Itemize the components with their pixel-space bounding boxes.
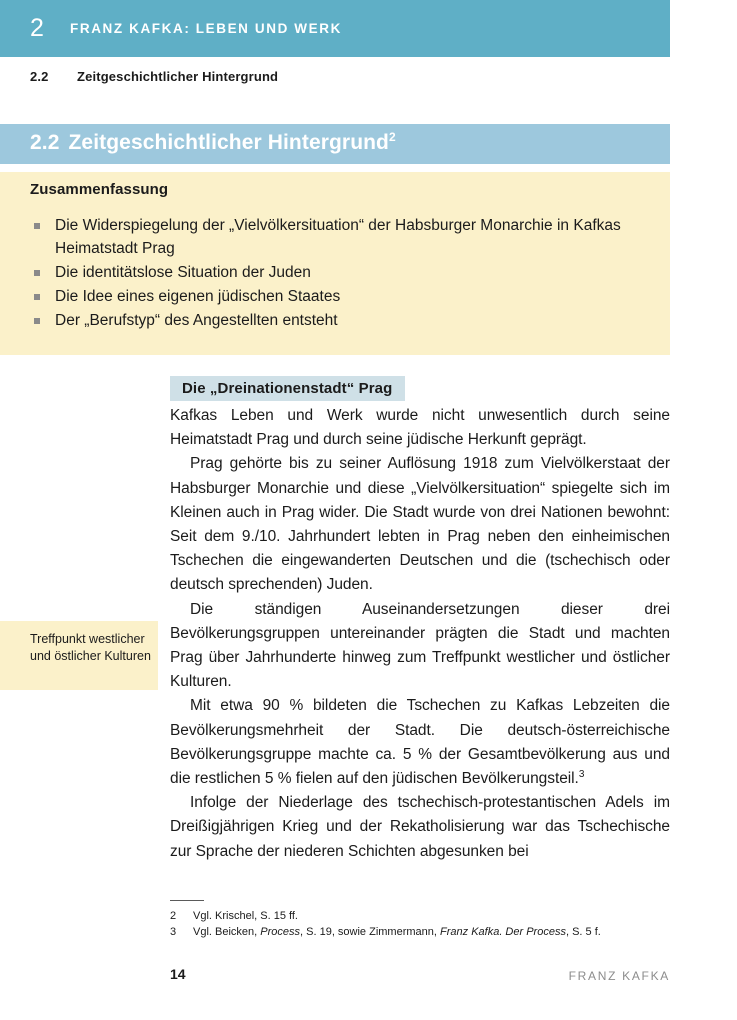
running-head-bar (0, 0, 670, 57)
subheading-wrapper (170, 376, 670, 401)
chapter-number: 2 (30, 14, 44, 42)
paragraph: Die ständigen Auseinandersetzungen dieser drei Bevölkerungsgruppen untereinander prägten die Stadt und machten Prag über Jahrhunderte hinweg zum Treffpunkt westlicher und östlicher Kulturen. (170, 600, 670, 691)
paragraph: Infolge der Niederlage des tschechisch-protestantischen Adels im Dreißigjährigen Krieg und der Rekatholisierung war das Tschechische zur Sprache der niederen Schichten abgesunken bei (170, 794, 670, 860)
section-title: Zeitgeschichtlicher Hintergrund (68, 131, 389, 154)
paragraph: Kafkas Leben und Werk wurde nicht unwesentlich durch seine Heimatstadt Prag und durch seine jüdische Herkunft geprägt. (170, 407, 670, 449)
paragraph-text: Mit etwa 90 % bildeten die Tschechen zu Kafkas Lebzeiten die Bevölkerungsmehrheit der Stadt. Die deutsch-österreichische Bevölkerungsgruppe machte ca. 5 % der Gesamtbevölkerung aus und die restlichen 5 % fielen auf den jüdischen Bevölkerungsteil. (170, 697, 670, 788)
chapter-title: FRANZ KAFKA: LEBEN UND WERK (70, 21, 342, 36)
section-number: 2.2 (30, 131, 60, 154)
summary-title: Zusammenfassung (30, 181, 169, 198)
summary-bullet-list (30, 214, 646, 333)
list-item: Die identitätslose Situation der Juden (30, 261, 646, 284)
body-text-column (170, 376, 670, 864)
footnote-text: Vgl. Krischel, S. 15 ff. (193, 910, 298, 922)
footnote-italic-title: Franz Kafka. Der Process (440, 926, 566, 938)
footnote-text: , S. 19, sowie Zimmermann, (300, 926, 441, 938)
breadcrumb-number: 2.2 (30, 69, 49, 84)
margin-note-text: Treffpunkt westlicher und östlicher Kulturen (30, 632, 151, 663)
list-item: Die Idee eines eigenen jüdischen Staates (30, 285, 646, 308)
paragraph (170, 694, 670, 791)
footnote-row (170, 908, 670, 924)
footnote-separator-rule (170, 900, 204, 901)
section-heading (30, 131, 396, 155)
page-footer (0, 966, 670, 988)
breadcrumb-title: Zeitgeschichtlicher Hintergrund (77, 69, 279, 84)
list-item: Der „Berufstyp“ des Angestellten entsteht (30, 309, 646, 332)
footnote-number: 3 (170, 926, 177, 938)
footnote-italic-title: Process (260, 926, 301, 938)
list-item: Die Widerspiegelung der „Vielvölkersituation“ der Habsburger Monarchie in Kafkas Heimatstadt Prag (30, 214, 646, 260)
footer-book-title: FRANZ KAFKA (568, 969, 670, 983)
paragraph: Prag gehörte bis zu seiner Auflösung 1918 zum Vielvölkerstaat der Habsburger Monarchie und diese „Vielvölkersituation“ spiegelte sich im Kleinen auch in Prag wider. Die Stadt wurde von drei Nationen bewohnt: Seit dem 9./10. Jahrhundert lebten in Prag neben den einheimischen Tschechen die eingewanderten Deutschen und die (tschechisch oder deutsch sprechenden) Juden. (170, 455, 670, 594)
footnote-text: Vgl. Beicken, (193, 926, 261, 938)
subheading: Die „Dreinationenstadt“ Prag (170, 376, 405, 401)
section-footnote-marker: 2 (388, 130, 396, 144)
footnote-row (170, 924, 670, 940)
footnote-text: , S. 5 f. (565, 926, 601, 938)
summary-box (0, 172, 670, 355)
breadcrumb (30, 69, 278, 84)
footnotes-area (170, 900, 670, 940)
footnote-number: 2 (170, 910, 177, 922)
section-title-bar (0, 124, 670, 164)
margin-note-box (0, 621, 158, 690)
paragraph-footnote-marker: 3 (578, 768, 585, 780)
page-number: 14 (170, 966, 186, 982)
